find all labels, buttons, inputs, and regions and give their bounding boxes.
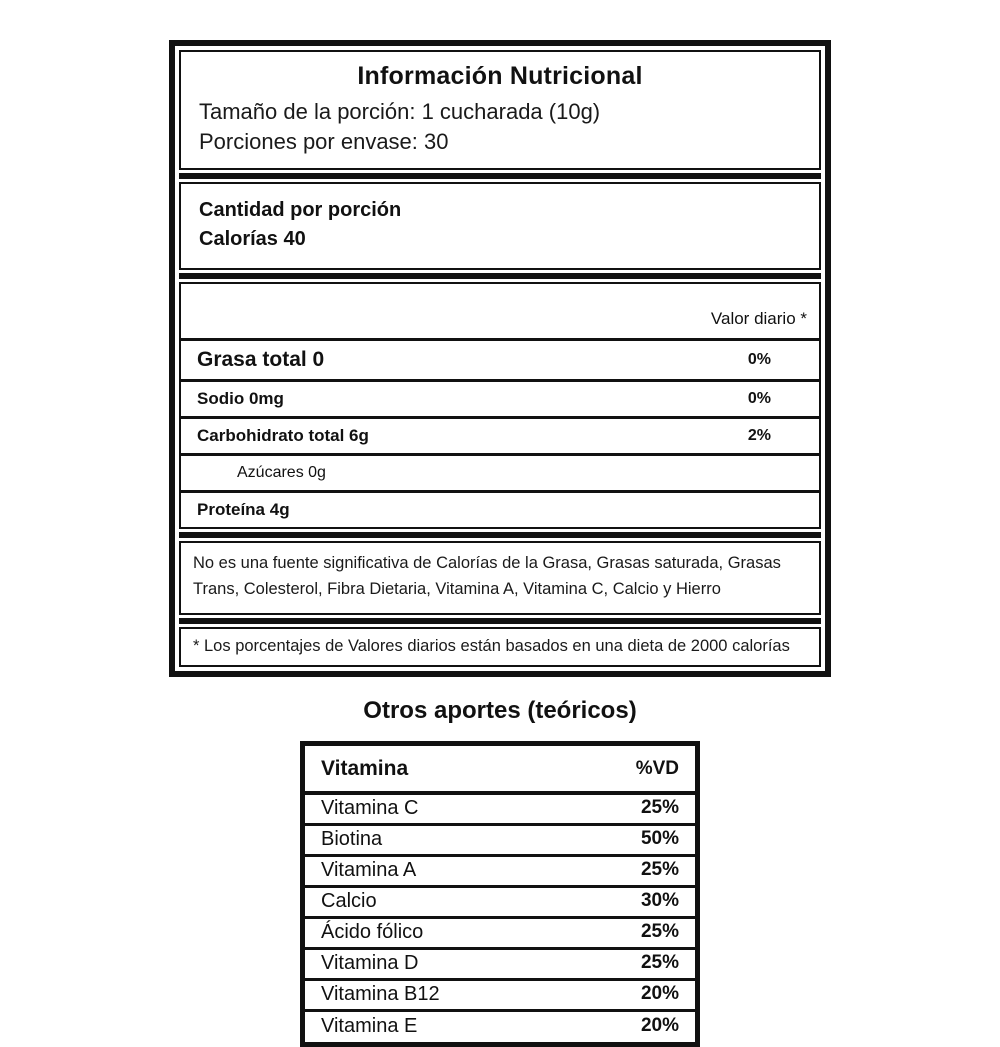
vitamin-dv: 20% bbox=[640, 983, 679, 1004]
vitamin-name: Biotina bbox=[321, 827, 383, 850]
vitamin-dv: 25% bbox=[640, 859, 679, 880]
nutrient-label: Carbohidrato total 6g bbox=[197, 426, 369, 446]
nutrient-daily-value: 0% bbox=[747, 351, 771, 369]
vitamin-row-vitamin-e bbox=[305, 1012, 695, 1042]
vitamin-row-vitamin-c bbox=[305, 795, 695, 826]
servings-per-container-line: Porciones por envase: 30 bbox=[199, 128, 449, 154]
serving-size-line: Tamaño de la porción: 1 cucharada (10g) bbox=[199, 99, 601, 124]
vitamin-row-vitamin-b12 bbox=[305, 981, 695, 1012]
vitamin-dv: 25% bbox=[640, 952, 679, 973]
vitamin-dv: 25% bbox=[640, 797, 679, 818]
nutrient-daily-value: 0% bbox=[747, 390, 771, 408]
vitamin-name: Vitamina A bbox=[321, 858, 417, 881]
vitamin-name: Vitamina D bbox=[321, 951, 419, 974]
nutrient-label: Grasa total 0 bbox=[197, 348, 325, 372]
vitamin-column-header: Vitamina bbox=[321, 756, 409, 780]
thick-divider bbox=[179, 273, 821, 279]
nutrition-facts-label bbox=[169, 40, 831, 677]
nutrients-table bbox=[179, 282, 821, 529]
nutrient-daily-value: 2% bbox=[747, 427, 771, 445]
vitamin-row-vitamin-a bbox=[305, 857, 695, 888]
vitamins-table-header bbox=[305, 746, 695, 795]
vitamin-dv: 50% bbox=[640, 828, 679, 849]
dv-column-header: %VD bbox=[635, 757, 679, 779]
nutrient-row-sugars bbox=[181, 453, 819, 490]
thick-divider bbox=[179, 618, 821, 624]
nutrient-label: Proteína 4g bbox=[197, 500, 290, 520]
nutrient-row-sodium bbox=[181, 379, 819, 416]
vitamin-dv: 20% bbox=[640, 1015, 679, 1036]
vitamin-name: Calcio bbox=[321, 889, 377, 912]
calories-line: Calorías 40 bbox=[199, 228, 306, 251]
vitamins-table bbox=[300, 741, 700, 1047]
vitamin-row-calcium bbox=[305, 888, 695, 919]
thick-divider bbox=[179, 532, 821, 538]
nutrient-row-total-fat bbox=[181, 338, 819, 379]
vitamin-dv: 30% bbox=[640, 890, 679, 911]
other-contributions-title: Otros aportes (teóricos) bbox=[363, 696, 637, 724]
vitamin-name: Vitamina E bbox=[321, 1014, 418, 1037]
not-significant-footnote: No es una fuente significativa de Calorías de la Grasa, Grasas saturada, Grasas Trans, Colesterol, Fibra Dietaria, Vitamina A, Vitamina C, Calcio y Hierro bbox=[179, 541, 821, 614]
page bbox=[0, 40, 1000, 1040]
nutrient-row-total-carbohydrate bbox=[181, 416, 819, 453]
nutrient-row-protein bbox=[181, 490, 819, 527]
daily-values-footnote: * Los porcentajes de Valores diarios están basados en una dieta de 2000 calorías bbox=[179, 627, 821, 667]
label-header-section bbox=[179, 50, 821, 170]
vitamin-dv: 25% bbox=[640, 921, 679, 942]
amount-per-serving-label: Cantidad por porción bbox=[199, 199, 402, 222]
vitamin-row-biotin bbox=[305, 826, 695, 857]
nutrient-label: Azúcares 0g bbox=[237, 464, 326, 482]
thick-divider bbox=[179, 173, 821, 179]
amount-per-serving-section bbox=[179, 182, 821, 270]
vitamin-name: Vitamina C bbox=[321, 796, 419, 819]
vitamin-row-folic-acid bbox=[305, 919, 695, 950]
label-title: Información Nutricional bbox=[357, 62, 643, 90]
vitamin-name: Ácido fólico bbox=[321, 920, 424, 943]
nutrient-label: Sodio 0mg bbox=[197, 389, 284, 409]
vitamin-name: Vitamina B12 bbox=[321, 982, 440, 1005]
daily-value-column-header: Valor diario * bbox=[710, 309, 807, 329]
vitamin-row-vitamin-d bbox=[305, 950, 695, 981]
